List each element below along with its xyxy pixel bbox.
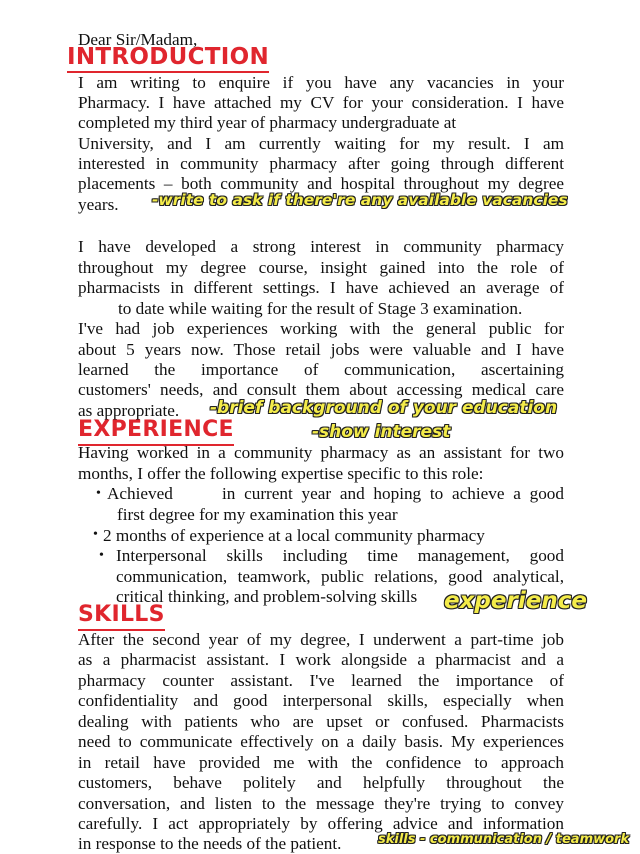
paragraph1-line: University, and I am currently waiting for my result. I am (78, 134, 564, 153)
bullet-line: critical thinking, and problem-solving skills (116, 587, 418, 606)
annotation-education: -brief background of your education (210, 398, 558, 418)
paragraph2-line: about 5 years now. Those retail jobs were valuable and I have (78, 340, 564, 359)
heading-introduction-text: INTRODUCTION (67, 44, 270, 70)
paragraph4-line: customers, behave politely and helpfully throughout the (78, 773, 564, 792)
paragraph4-line: in response to the needs of the patient. (78, 834, 342, 853)
heading-skills (78, 602, 165, 628)
paragraph2-line: I have developed a strong interest in community pharmacy (78, 237, 564, 256)
paragraph2-line: to date while waiting for the result of Stage 3 examination. (118, 299, 523, 318)
heading-introduction (67, 44, 269, 70)
paragraph2-line: learned the importance of communication, ascertaining (78, 360, 564, 379)
bullet-dot: • (99, 548, 104, 563)
paragraph4-line: need to communicate effectively on a daily basis. My experiences (78, 732, 564, 751)
salutation: Dear Sir/Madam, (78, 30, 198, 49)
paragraph4-line: as a pharmacist assistant. I work alongside a pharmacist and a (78, 650, 564, 669)
paragraph1-line: Pharmacy. I have attached my CV for your consideration. I have (78, 93, 564, 112)
paragraph4-line: in retail have provided me with the confidence to approach (78, 753, 564, 772)
bullet-line: in current year and hoping to achieve a good (222, 484, 564, 503)
paragraph1-line: completed my third year of pharmacy undergraduate at (78, 113, 457, 132)
paragraph2-line: customers' needs, and consult them about accessing medical care (78, 380, 564, 399)
paragraph2-line: pharmacists in different settings. I have achieved an average of (78, 278, 564, 297)
paragraph1-line: placements – both community and hospital throughout my degree (78, 174, 564, 193)
paragraph4-line: conversation, and listen to the message they're trying to convey (78, 794, 564, 813)
paragraph4-line: dealing with patients who are upset or confused. Pharmacists (78, 712, 564, 731)
paragraph2-line: throughout my degree course, insight gained into the role of (78, 258, 564, 277)
paragraph3-line: Having worked in a community pharmacy as an assistant for two (78, 443, 564, 462)
bullet-line: Interpersonal skills including time management, good (116, 546, 564, 565)
paragraph4-line: carefully. I act appropriately by offering advice and information (78, 814, 564, 833)
paragraph4-line: After the second year of my degree, I underwent a part-time job (78, 630, 564, 649)
bullet-dot: • (93, 527, 98, 542)
annotation-interest: -show interest (312, 422, 451, 442)
heading-skills-text: SKILLS (78, 602, 165, 627)
annotation-skills: skills - communication / teamwork (378, 832, 630, 847)
heading-experience-text: EXPERIENCE (78, 417, 234, 442)
annotation-vacancies: -write to ask if there're any available vacancies (152, 191, 568, 209)
bullet-line: communication, teamwork, public relations, good analytical, (116, 567, 564, 586)
paragraph2-line: I've had job experiences working with the general public for (78, 319, 564, 338)
annotation-experience: experience (444, 588, 587, 614)
paragraph3-line: months, I offer the following expertise specific to this role: (78, 464, 484, 483)
paragraph1-line: years. (78, 195, 119, 214)
bullet-dot: • (96, 486, 101, 501)
bullet-line: Achieved (107, 484, 173, 503)
heading-experience (78, 417, 234, 443)
paragraph1-line: I am writing to enquire if you have any vacancies in your (78, 73, 564, 92)
paragraph4-line: pharmacy counter assistant. I've learned the importance of (78, 671, 564, 690)
paragraph1-line: interested in community pharmacy after going through different (78, 154, 564, 173)
paragraph4-line: confidentiality and good interpersonal skills, especially when (78, 691, 564, 710)
bullet-line: first degree for my examination this year (117, 505, 398, 524)
bullet-line: 2 months of experience at a local community pharmacy (103, 526, 485, 545)
paragraph2-line: as appropriate. (78, 401, 180, 420)
